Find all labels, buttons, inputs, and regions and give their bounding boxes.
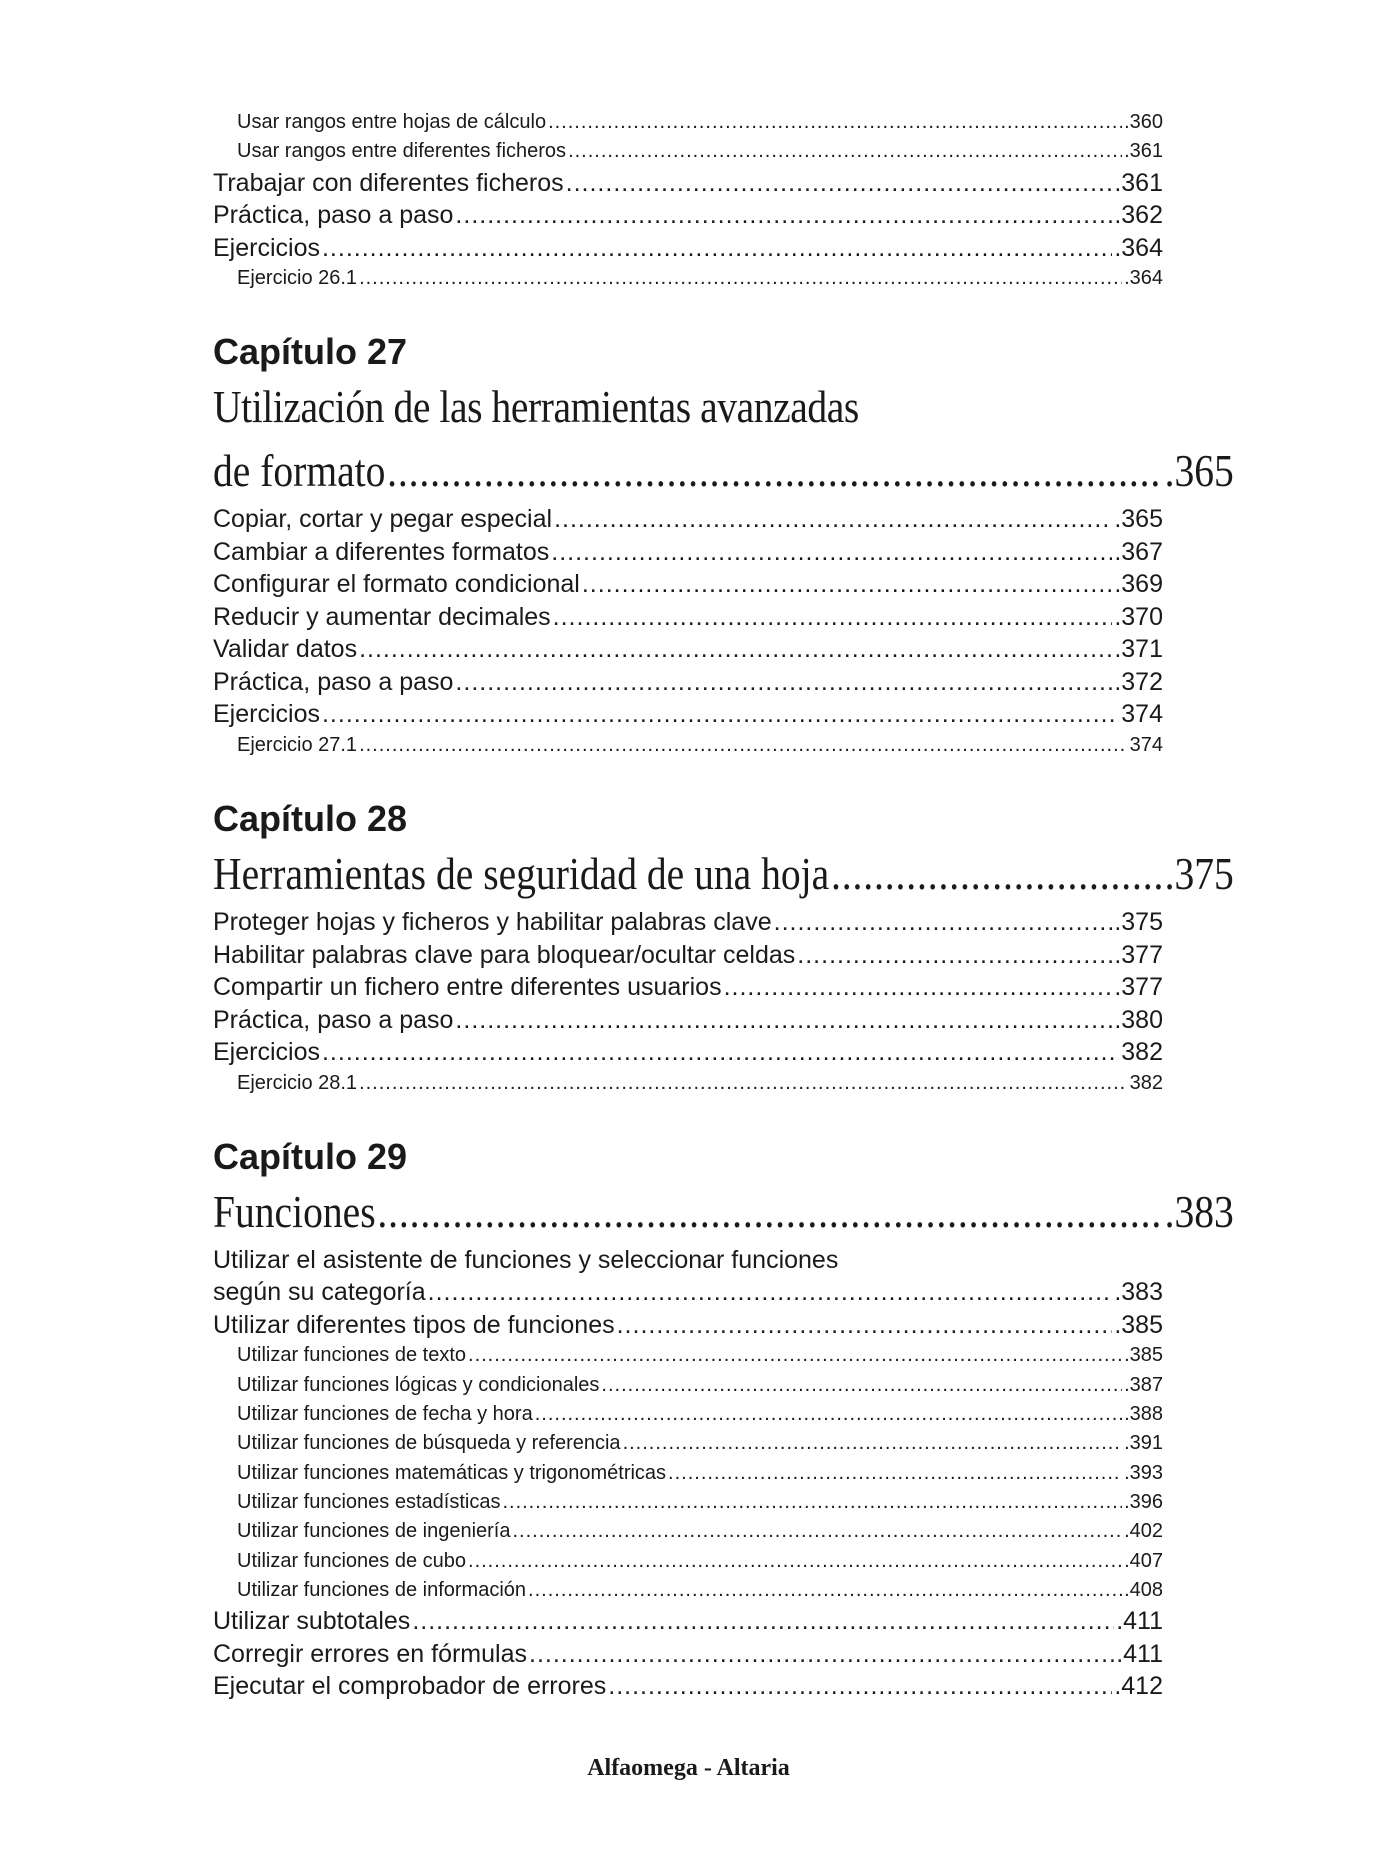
toc-entry-title: Utilizar funciones matemáticas y trigonométricas	[237, 1461, 667, 1484]
toc-entry-title: Compartir un fichero entre diferentes usuarios	[213, 973, 722, 1002]
toc-entry-wrapped-first-line: Utilizar el asistente de funciones y seleccionar funciones	[213, 1245, 839, 1274]
toc-entry-title: Ejercicio 28.1	[237, 1071, 358, 1094]
toc-entry-title: Configurar el formato condicional	[213, 570, 580, 599]
chapter-29-label: Capítulo 29	[213, 1135, 408, 1177]
toc-entry-page: .411	[1116, 1639, 1163, 1668]
chapter-29-entries	[213, 1276, 1163, 1702]
chapter-26-entries	[213, 108, 1163, 293]
toc-entry	[213, 536, 1163, 569]
dot-leader	[608, 1670, 1112, 1703]
toc-entry-title: Utilizar funciones lógicas y condicionales	[237, 1373, 600, 1396]
table-of-contents	[213, 108, 1234, 1703]
toc-entry-title: Utilizar funciones estadísticas	[237, 1490, 501, 1513]
toc-entry-title: Habilitar palabras clave para bloquear/ocultar celdas	[213, 940, 796, 969]
dot-leader	[513, 1517, 1123, 1546]
dot-leader	[601, 1371, 1122, 1400]
chapter-27-page: .365	[1164, 445, 1234, 497]
toc-entry-page: .370	[1114, 602, 1163, 631]
toc-entry-title: Ejercicios	[213, 233, 320, 262]
toc-entry-title: Corregir errores en fórmulas	[213, 1639, 527, 1668]
dot-leader	[322, 232, 1112, 265]
toc-entry	[213, 167, 1163, 200]
toc-entry-title: Práctica, paso a paso	[213, 1005, 454, 1034]
toc-entry-page: .377	[1114, 973, 1163, 1002]
dot-leader	[322, 698, 1119, 731]
toc-entry-page: .408	[1124, 1578, 1163, 1601]
toc-entry-title: Práctica, paso a paso	[213, 667, 454, 696]
toc-entry	[213, 1576, 1163, 1605]
toc-entry	[213, 137, 1163, 166]
toc-entry-page: .393	[1124, 1461, 1163, 1484]
toc-entry-page: 382	[1129, 1071, 1163, 1094]
toc-entry	[213, 1276, 1163, 1309]
toc-entry	[213, 1605, 1163, 1638]
toc-entry-title: Validar datos	[213, 635, 358, 664]
dot-leader	[529, 1638, 1114, 1671]
dot-leader	[617, 1309, 1113, 1342]
toc-entry	[213, 971, 1163, 1004]
toc-entry-page: .372	[1114, 667, 1163, 696]
toc-entry-title: Utilizar funciones de fecha y hora	[237, 1403, 533, 1426]
toc-entry-page: .383	[1114, 1278, 1163, 1307]
dot-leader	[554, 503, 1112, 536]
dot-leader	[412, 1605, 1114, 1638]
toc-entry-title: Utilizar funciones de texto	[237, 1344, 467, 1367]
toc-entry-page: .396	[1124, 1490, 1163, 1513]
toc-entry-page: .377	[1114, 940, 1163, 969]
toc-entry-title: Ejecutar el comprobador de errores	[213, 1672, 607, 1701]
toc-entry-title: Copiar, cortar y pegar especial	[213, 505, 553, 534]
toc-entry	[213, 698, 1163, 731]
toc-entry-title: Utilizar diferentes tipos de funciones	[213, 1310, 615, 1339]
toc-entry-title: Ejercicios	[213, 700, 320, 729]
toc-entry-title: Ejercicio 26.1	[237, 267, 358, 290]
dot-leader	[387, 439, 1163, 503]
dot-leader	[468, 1341, 1122, 1370]
dot-leader	[724, 971, 1113, 1004]
dot-leader	[359, 731, 1128, 760]
toc-entry	[213, 939, 1163, 972]
toc-entry-title: Utilizar subtotales	[213, 1607, 411, 1636]
toc-entry-title: Trabajar con diferentes ficheros	[213, 168, 564, 197]
toc-entry	[213, 1371, 1163, 1400]
toc-entry	[213, 906, 1163, 939]
toc-entry-page: .375	[1114, 908, 1163, 937]
dot-leader	[535, 1400, 1122, 1429]
toc-entry-page: .361	[1124, 140, 1163, 163]
dot-leader	[455, 1004, 1112, 1037]
toc-entry-title: Ejercicio 27.1	[237, 733, 358, 756]
toc-entry-page: .412	[1114, 1672, 1163, 1701]
toc-entry	[213, 731, 1163, 760]
chapter-28-page: .375	[1164, 848, 1234, 900]
chapter-29-title-row	[213, 1180, 1234, 1244]
chapter-28-title-row	[213, 842, 1234, 906]
dot-leader	[502, 1488, 1122, 1517]
toc-entry	[213, 1069, 1163, 1098]
toc-entry-title: según su categoría	[213, 1278, 426, 1307]
dot-leader	[548, 108, 1122, 137]
toc-entry-title: Ejercicios	[213, 1038, 320, 1067]
toc-entry-page: 374	[1121, 700, 1163, 729]
chapter-29-page: .383	[1164, 1185, 1234, 1237]
dot-leader	[455, 199, 1112, 232]
toc-entry	[213, 1488, 1163, 1517]
toc-entry-page: .365	[1114, 505, 1163, 534]
dot-leader	[831, 842, 1163, 906]
chapter-27-label: Capítulo 27	[213, 331, 408, 373]
toc-entry-page: .369	[1114, 570, 1163, 599]
toc-entry-page: .388	[1124, 1403, 1163, 1426]
toc-entry	[213, 1036, 1163, 1069]
toc-entry	[213, 666, 1163, 699]
toc-entry-page: 374	[1129, 733, 1163, 756]
toc-entry	[213, 1341, 1163, 1370]
chapter-29-title: Funciones	[213, 1185, 376, 1237]
toc-entry	[213, 1638, 1163, 1671]
dot-leader	[428, 1276, 1113, 1309]
chapter-27-title-line2: de formato	[213, 445, 386, 497]
toc-entry	[213, 568, 1163, 601]
page-footer: Alfaomega - Altaria	[587, 1755, 790, 1781]
toc-entry-page: .364	[1124, 267, 1163, 290]
toc-entry	[213, 1459, 1163, 1488]
toc-entry-page: .371	[1114, 635, 1163, 664]
dot-leader	[623, 1429, 1123, 1458]
toc-entry-title: Cambiar a diferentes formatos	[213, 537, 550, 566]
toc-entry	[213, 1547, 1163, 1576]
chapter-28-entries	[213, 906, 1163, 1098]
toc-entry-title: Práctica, paso a paso	[213, 201, 454, 230]
dot-leader	[551, 536, 1112, 569]
chapter-27-title-line1: Utilización de las herramientas avanzadas	[213, 381, 859, 433]
dot-leader	[359, 264, 1122, 293]
dot-leader	[566, 167, 1113, 200]
toc-entry-page: .380	[1114, 1005, 1163, 1034]
toc-entry-title: Utilizar funciones de cubo	[237, 1549, 467, 1572]
dot-leader	[553, 601, 1113, 634]
toc-entry	[213, 503, 1163, 536]
toc-entry-page: .361	[1114, 168, 1163, 197]
chapter-27-title-row	[213, 439, 1234, 503]
toc-entry	[213, 108, 1163, 137]
toc-entry	[213, 199, 1163, 232]
dot-leader	[359, 1069, 1128, 1098]
toc-entry	[213, 633, 1163, 666]
toc-entry-page: .367	[1114, 537, 1163, 566]
toc-entry-page: .360	[1124, 111, 1163, 133]
toc-entry-title: Usar rangos entre hojas de cálculo	[237, 111, 547, 133]
toc-entry-page: .407	[1124, 1549, 1163, 1572]
dot-leader	[322, 1036, 1119, 1069]
toc-entry-title: Reducir y aumentar decimales	[213, 602, 551, 631]
toc-entry	[213, 1517, 1163, 1546]
toc-entry	[213, 1309, 1163, 1342]
dot-leader	[582, 568, 1112, 601]
toc-entry	[213, 1400, 1163, 1429]
toc-entry	[213, 1670, 1163, 1703]
dot-leader	[359, 633, 1112, 666]
chapter-28-title: Herramientas de seguridad de una hoja	[213, 848, 830, 900]
toc-entry-page: .391	[1124, 1432, 1163, 1455]
dot-leader	[568, 137, 1122, 166]
toc-entry-title: Utilizar funciones de información	[237, 1578, 527, 1601]
toc-entry-title: Usar rangos entre diferentes ficheros	[237, 140, 567, 163]
toc-entry-page: .385	[1124, 1344, 1163, 1367]
dot-leader	[668, 1459, 1122, 1488]
toc-entry-page: 382	[1121, 1038, 1163, 1067]
toc-entry-title: Utilizar funciones de ingeniería	[237, 1520, 511, 1543]
chapter-27-entries	[213, 503, 1163, 760]
toc-entry-title: Proteger hojas y ficheros y habilitar palabras clave	[213, 908, 772, 937]
dot-leader	[468, 1547, 1122, 1576]
dot-leader	[797, 939, 1112, 972]
toc-entry	[213, 232, 1163, 265]
toc-entry-page: .385	[1114, 1310, 1163, 1339]
toc-entry-page: .364	[1114, 233, 1163, 262]
dot-leader	[455, 666, 1112, 699]
dot-leader	[774, 906, 1113, 939]
toc-entry-page: .411	[1116, 1607, 1163, 1636]
toc-entry	[213, 264, 1163, 293]
toc-entry-title: Utilizar funciones de búsqueda y referencia	[237, 1432, 621, 1455]
toc-entry	[213, 1429, 1163, 1458]
chapter-28-label: Capítulo 28	[213, 798, 408, 840]
toc-entry-page: .387	[1124, 1373, 1163, 1396]
toc-entry	[213, 601, 1163, 634]
dot-leader	[528, 1576, 1122, 1605]
toc-entry-page: .362	[1114, 201, 1163, 230]
toc-entry-page: .402	[1124, 1520, 1163, 1543]
toc-entry	[213, 1004, 1163, 1037]
dot-leader	[377, 1180, 1163, 1244]
